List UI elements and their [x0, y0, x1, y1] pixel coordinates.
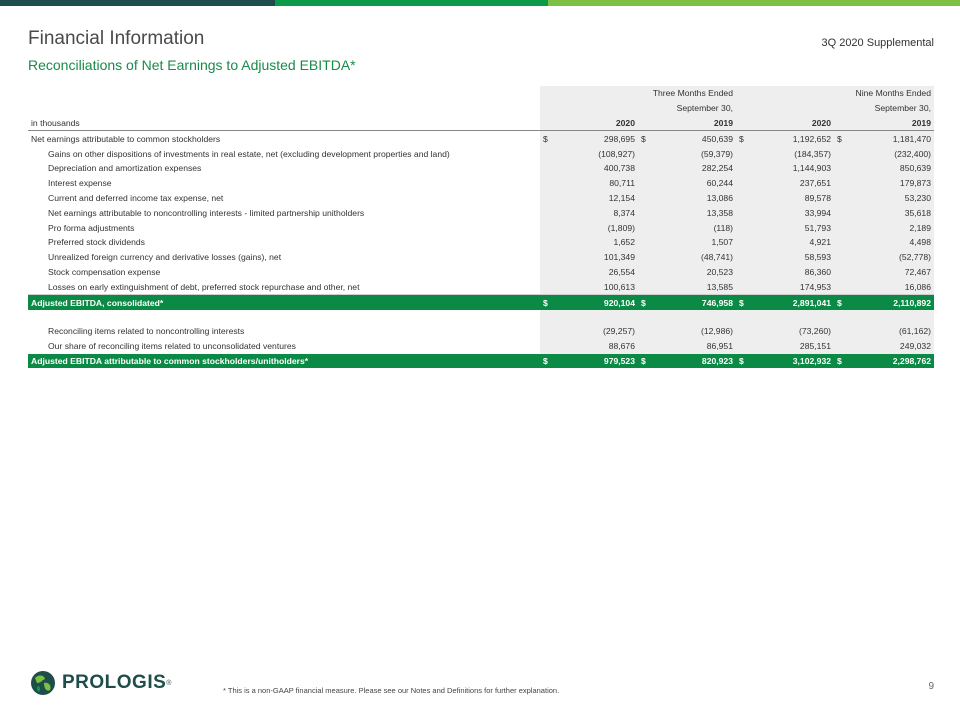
value-cell: 13,585 [656, 279, 736, 294]
page-subtitle: Reconciliations of Net Earnings to Adjusted EBITDA* [28, 57, 356, 73]
value-cell: 80,711 [558, 176, 638, 191]
value-cell: 13,358 [656, 205, 736, 220]
currency-symbol: $ [540, 131, 558, 146]
value-cell: 174,953 [754, 279, 834, 294]
currency-symbol [834, 161, 852, 176]
value-cell: 2,298,762 [852, 354, 934, 369]
value-cell: (118) [656, 220, 736, 235]
value-cell: 850,639 [852, 161, 934, 176]
currency-symbol: $ [834, 131, 852, 146]
value-cell: 400,738 [558, 161, 638, 176]
value-cell: 88,676 [558, 339, 638, 354]
table-row [28, 279, 934, 294]
value-cell: 820,923 [656, 354, 736, 369]
logo-wordmark: PROLOGIS [62, 672, 167, 693]
currency-symbol [736, 161, 754, 176]
row-label: Pro forma adjustments [48, 222, 135, 233]
currency-symbol [736, 265, 754, 280]
value-cell: 58,593 [754, 250, 834, 265]
currency-symbol [834, 220, 852, 235]
group-header-nine-months-date: September 30, [736, 101, 934, 116]
currency-symbol [540, 339, 558, 354]
value-cell: 89,578 [754, 191, 834, 206]
value-cell: 1,507 [656, 235, 736, 250]
table-row [28, 191, 934, 206]
currency-symbol [638, 235, 656, 250]
value-cell: 16,086 [852, 279, 934, 294]
value-cell: 1,144,903 [754, 161, 834, 176]
currency-symbol [638, 205, 656, 220]
value-cell: (108,927) [558, 146, 638, 161]
currency-symbol [834, 191, 852, 206]
value-cell: (1,809) [558, 220, 638, 235]
currency-symbol [736, 250, 754, 265]
row-label: Our share of reconciling items related to unconsolidated ventures [48, 341, 296, 352]
currency-symbol [638, 339, 656, 354]
value-cell: 979,523 [558, 354, 638, 369]
table-row [28, 250, 934, 265]
table-row [28, 339, 934, 354]
currency-symbol [736, 176, 754, 191]
row-label: Gains on other dispositions of investments in real estate, net (excluding development properties and land) [48, 148, 450, 159]
currency-symbol [834, 176, 852, 191]
currency-symbol [638, 146, 656, 161]
currency-symbol [638, 176, 656, 191]
globe-logo-icon [30, 670, 56, 696]
units-label: in thousands [28, 116, 540, 131]
currency-symbol [834, 146, 852, 161]
currency-symbol [638, 324, 656, 339]
currency-symbol [736, 324, 754, 339]
value-cell: 33,994 [754, 205, 834, 220]
currency-symbol [540, 250, 558, 265]
table-row [28, 161, 934, 176]
row-label: Reconciling items related to noncontrolling interests [48, 326, 245, 337]
value-cell: 3,102,932 [754, 354, 834, 369]
currency-symbol: $ [736, 295, 754, 310]
currency-symbol [540, 324, 558, 339]
table-row [28, 176, 934, 191]
logo-registered-mark: ® [166, 679, 172, 687]
value-cell: (73,260) [754, 324, 834, 339]
value-cell: 51,793 [754, 220, 834, 235]
accent-segment-green [275, 0, 548, 6]
table-row [28, 235, 934, 250]
value-cell: 86,360 [754, 265, 834, 280]
currency-symbol [834, 205, 852, 220]
value-cell: 1,652 [558, 235, 638, 250]
spacer-row [28, 310, 934, 324]
value-cell: 86,951 [656, 339, 736, 354]
currency-symbol [540, 205, 558, 220]
value-cell: 26,554 [558, 265, 638, 280]
currency-symbol [540, 235, 558, 250]
value-cell: 101,349 [558, 250, 638, 265]
value-cell: (29,257) [558, 324, 638, 339]
table-row [28, 265, 934, 280]
currency-symbol: $ [540, 295, 558, 310]
currency-symbol [834, 250, 852, 265]
prologis-logo [30, 670, 171, 696]
currency-symbol [638, 220, 656, 235]
table-row [28, 131, 934, 146]
row-label: Losses on early extinguishment of debt, preferred stock repurchase and other, net [28, 279, 540, 294]
total-row [28, 354, 934, 369]
group-header-row-2 [28, 101, 934, 116]
currency-symbol: $ [834, 295, 852, 310]
value-cell: 237,651 [754, 176, 834, 191]
currency-symbol: $ [736, 354, 754, 369]
currency-symbol [736, 191, 754, 206]
value-cell: (232,400) [852, 146, 934, 161]
row-label: Unrealized foreign currency and derivative losses (gains), net [48, 252, 282, 263]
row-label: Stock compensation expense [48, 266, 161, 277]
currency-symbol [540, 176, 558, 191]
value-cell: 285,151 [754, 339, 834, 354]
currency-symbol [736, 146, 754, 161]
table-row [28, 324, 934, 339]
year-header: 2020 [736, 116, 834, 131]
currency-symbol [638, 161, 656, 176]
value-cell: 72,467 [852, 265, 934, 280]
value-cell: 4,498 [852, 235, 934, 250]
currency-symbol [736, 235, 754, 250]
accent-segment-dark [0, 0, 275, 6]
currency-symbol [736, 339, 754, 354]
value-cell: 4,921 [754, 235, 834, 250]
currency-symbol [540, 279, 558, 294]
group-header-nine-months: Nine Months Ended [736, 86, 934, 101]
row-label: Depreciation and amortization expenses [48, 163, 202, 174]
currency-symbol: $ [638, 131, 656, 146]
value-cell: (12,986) [656, 324, 736, 339]
value-cell: (59,379) [656, 146, 736, 161]
year-header-row [28, 116, 934, 131]
currency-symbol [540, 220, 558, 235]
currency-symbol [540, 265, 558, 280]
currency-symbol [540, 191, 558, 206]
value-cell: (52,778) [852, 250, 934, 265]
currency-symbol [834, 235, 852, 250]
currency-symbol [736, 205, 754, 220]
value-cell: 53,230 [852, 191, 934, 206]
currency-symbol: $ [834, 354, 852, 369]
row-label: Adjusted EBITDA attributable to common stockholders/unitholders* [28, 354, 540, 369]
value-cell: 8,374 [558, 205, 638, 220]
currency-symbol [540, 161, 558, 176]
page-title: Financial Information [28, 28, 205, 49]
value-cell: 1,192,652 [754, 131, 834, 146]
value-cell: 249,032 [852, 339, 934, 354]
page-number: 9 [928, 681, 934, 692]
table-row [28, 220, 934, 235]
value-cell: 13,086 [656, 191, 736, 206]
currency-symbol [736, 279, 754, 294]
value-cell: 1,181,470 [852, 131, 934, 146]
value-cell: 20,523 [656, 265, 736, 280]
value-cell: (61,162) [852, 324, 934, 339]
value-cell: 60,244 [656, 176, 736, 191]
value-cell: 298,695 [558, 131, 638, 146]
row-label: Net earnings attributable to noncontrolling interests - limited partnership unitholders [48, 207, 365, 218]
value-cell: 2,189 [852, 220, 934, 235]
table-row [28, 146, 934, 161]
value-cell: 2,891,041 [754, 295, 834, 310]
currency-symbol [638, 250, 656, 265]
value-cell: 100,613 [558, 279, 638, 294]
group-header-three-months-date: September 30, [540, 101, 736, 116]
row-label: Preferred stock dividends [48, 237, 145, 248]
currency-symbol: $ [736, 131, 754, 146]
year-header: 2019 [834, 116, 934, 131]
currency-symbol [736, 220, 754, 235]
value-cell: 282,254 [656, 161, 736, 176]
currency-symbol [834, 265, 852, 280]
value-cell: 450,639 [656, 131, 736, 146]
currency-symbol [638, 279, 656, 294]
accent-segment-light-green [548, 0, 960, 6]
row-label: Current and deferred income tax expense, net [48, 192, 224, 203]
table-row [28, 205, 934, 220]
currency-symbol: $ [540, 354, 558, 369]
row-label: Adjusted EBITDA, consolidated* [28, 295, 540, 310]
currency-symbol [540, 146, 558, 161]
group-header-three-months: Three Months Ended [540, 86, 736, 101]
currency-symbol [638, 191, 656, 206]
reconciliation-table [28, 86, 934, 368]
report-tag: 3Q 2020 Supplemental [821, 37, 934, 49]
value-cell: 179,873 [852, 176, 934, 191]
row-label: Interest expense [48, 178, 112, 189]
group-header-row-1 [28, 86, 934, 101]
value-cell: 2,110,892 [852, 295, 934, 310]
year-header: 2019 [638, 116, 736, 131]
value-cell: 920,104 [558, 295, 638, 310]
currency-symbol: $ [638, 295, 656, 310]
currency-symbol: $ [638, 354, 656, 369]
top-accent-bar [0, 0, 960, 6]
year-header: 2020 [540, 116, 638, 131]
value-cell: 35,618 [852, 205, 934, 220]
value-cell: 746,958 [656, 295, 736, 310]
value-cell: (184,357) [754, 146, 834, 161]
value-cell: (48,741) [656, 250, 736, 265]
value-cell: 12,154 [558, 191, 638, 206]
currency-symbol [834, 279, 852, 294]
currency-symbol [834, 324, 852, 339]
currency-symbol [638, 265, 656, 280]
currency-symbol [834, 339, 852, 354]
row-label: Net earnings attributable to common stockholders [31, 133, 221, 144]
footnote: * This is a non-GAAP financial measure. Please see our Notes and Definitions for further explanation. [223, 686, 560, 695]
subtotal-row [28, 295, 934, 310]
